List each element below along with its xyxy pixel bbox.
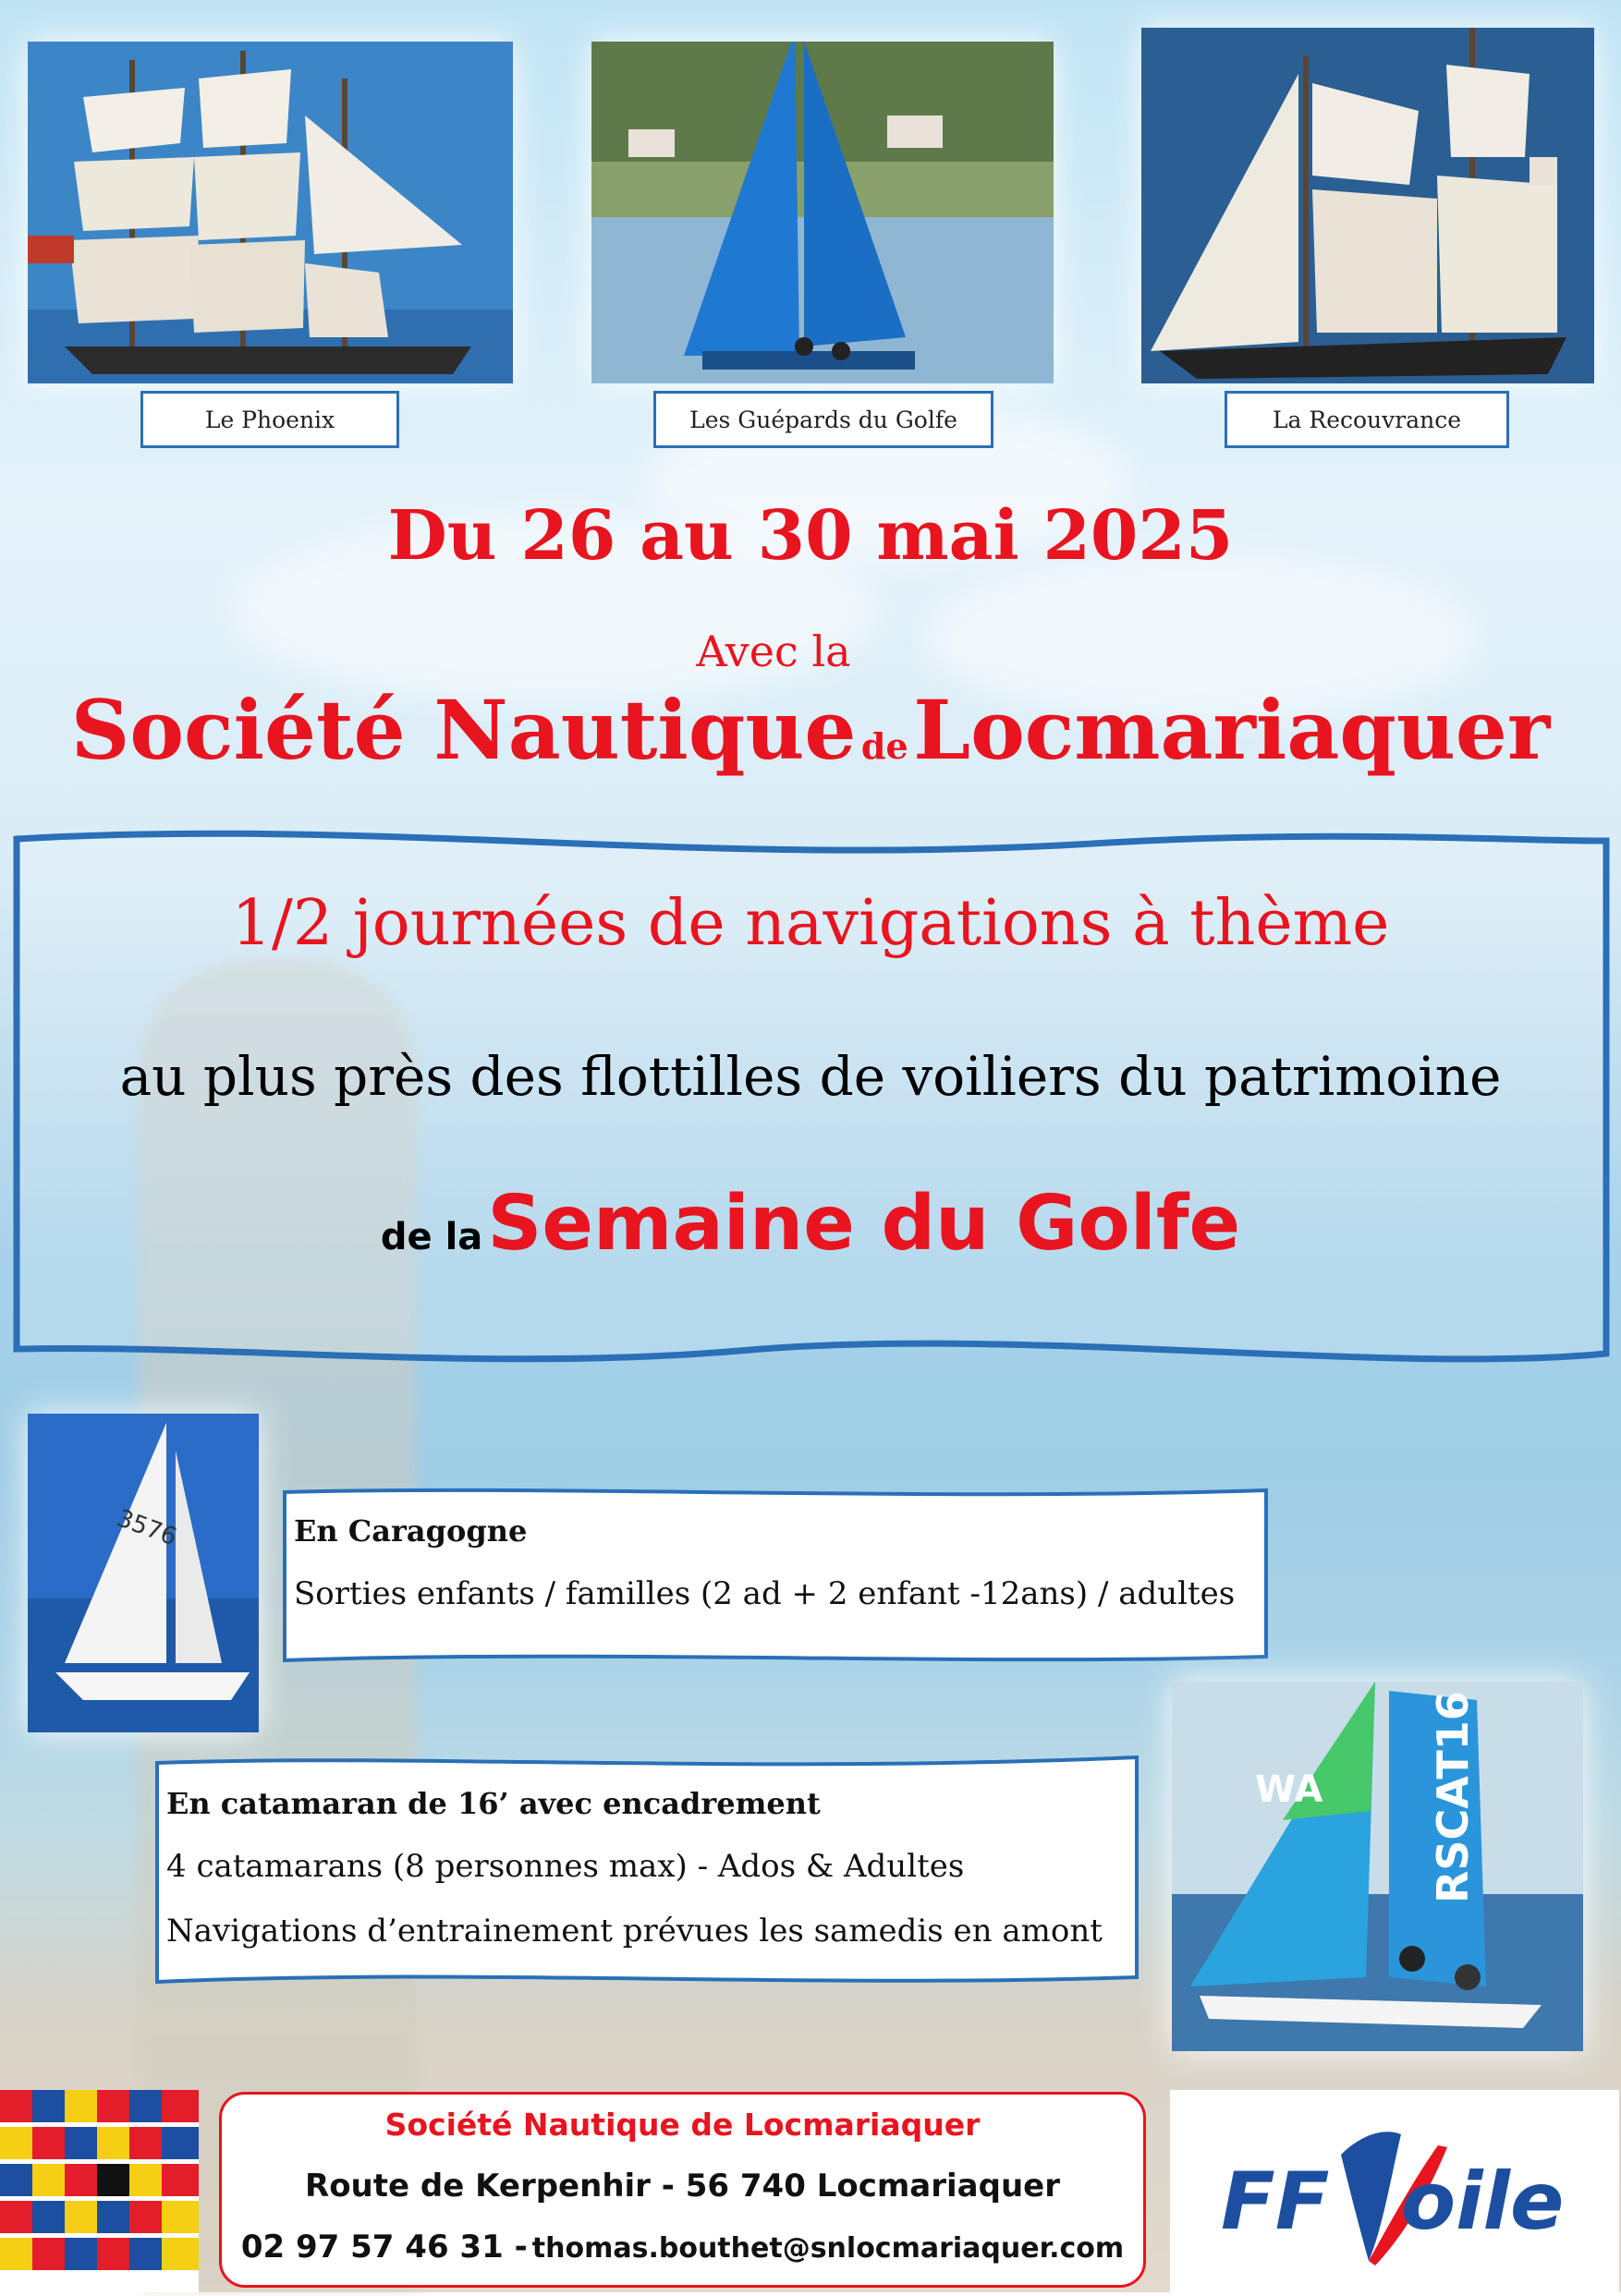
footer-address: Route de Kerpenhir - 56 740 Locmariaquer [305,2168,1060,2205]
logo-ff-text: FF [1221,2156,1330,2248]
cat-brand-text: RSCAT16 [1428,1691,1478,1903]
footer-contact-line [219,2221,1146,2278]
logo-voile-text: oile [1401,2156,1565,2248]
cat-logo-text: WA [1255,1768,1323,1811]
catamaran-line1: 4 catamarans (8 personnes max) - Ados & Adultes [166,1848,965,1885]
caragogne-title: En Caragogne [294,1513,528,1549]
caption-recouvrance: La Recouvrance [1225,391,1509,448]
footer-org: Société Nautique de Locmariaquer [384,2107,981,2143]
signal-flags-image [0,2090,199,2292]
footer-email[interactable]: thomas.bouthet@snlocmariaquer.com [531,2232,1125,2265]
banner-line3 [0,1173,1621,1295]
org-name-part1: Société Nautique [70,682,857,778]
org-name-part2: Locmariaquer [913,682,1551,778]
photo-phoenix [28,42,513,383]
caption-phoenix: Le Phoenix [140,391,399,448]
catamaran-line2: Navigations d’entrainement prévues les samedis en amont [166,1913,1103,1950]
ffvoile-logo [1170,2090,1619,2292]
banner-line3-prefix: de la [380,1216,483,1258]
banner-line1: 1/2 journées de navigations à thème [231,887,1390,960]
banner-line3-highlight: Semaine du Golfe [487,1180,1241,1268]
caragogne-line1: Sorties enfants / familles (2 ad + 2 enfant -12ans) / adultes [294,1575,1236,1612]
caption-guepards: Les Guépards du Golfe [653,391,993,448]
event-dates: Du 26 au 30 mai 2025 [387,496,1234,576]
banner-line2: au plus près des flottilles de voiliers du patrimoine [119,1045,1502,1108]
sail-number: 3576 [113,1504,181,1552]
photo-guepards [591,42,1054,383]
organization-title [0,674,1621,809]
catamaran-title: En catamaran de 16’ avec encadrement [166,1786,821,1821]
photo-caragogne [28,1414,259,1732]
photo-catamaran [1172,1682,1583,2051]
avec-la: Avec la [696,626,851,676]
org-name-de: de [860,725,908,767]
photo-recouvrance [1141,28,1594,383]
footer-phone: 02 97 57 46 31 - [240,2229,528,2266]
